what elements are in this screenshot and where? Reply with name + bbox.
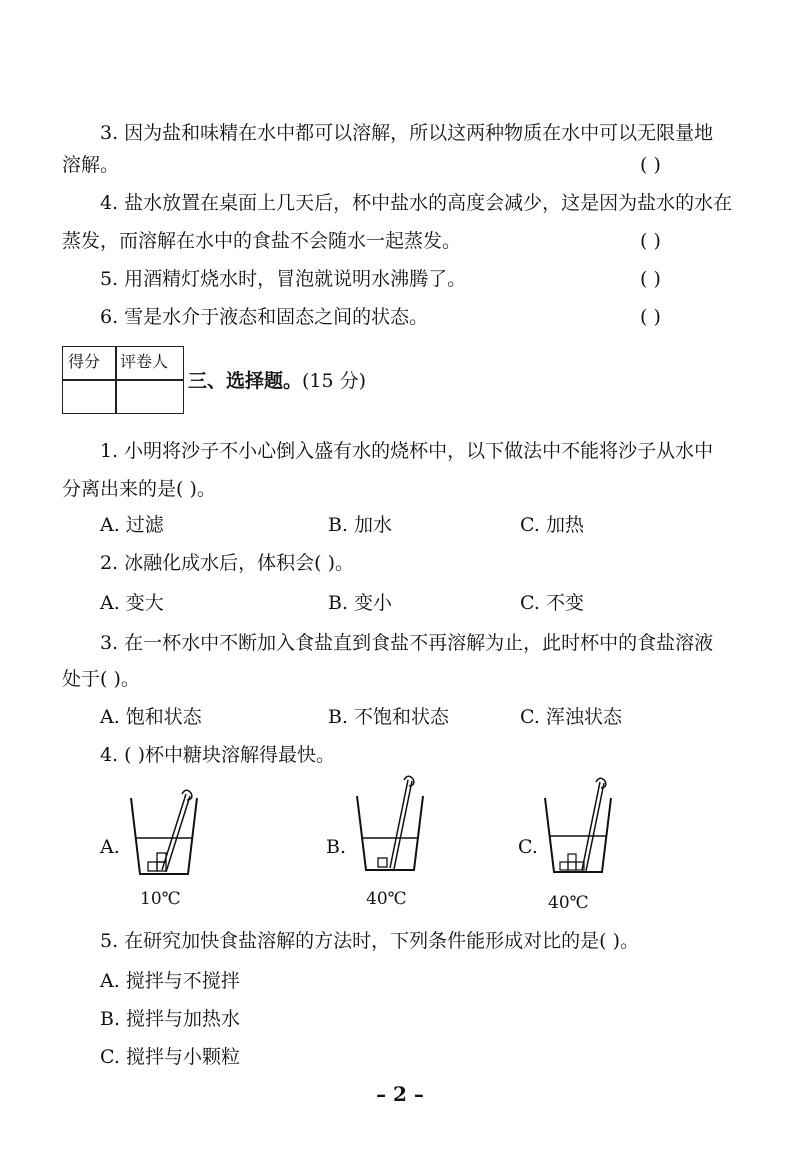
page-number: – 2 – (376, 1082, 424, 1106)
option-c[interactable]: C. 不变 (520, 592, 584, 614)
answer-paren[interactable]: ( ) (640, 268, 661, 290)
choice-q3-line1: 3. 在一杯水中不断加入食盐直到食盐不再溶解为止，此时杯中的食盐溶液 (100, 632, 714, 654)
choice-q2: 2. 冰融化成水后，体积会( )。 (100, 552, 355, 574)
option-b[interactable]: B. 加水 (328, 514, 393, 536)
judge-q3-line1: 3. 因为盐和味精在水中都可以溶解，所以这两种物质在水中可以无限量地 (100, 122, 714, 144)
option-a[interactable]: A. (100, 836, 120, 858)
section-title-text: 三、选择题。 (188, 370, 303, 392)
temperature-label: 10℃ (140, 889, 181, 909)
choice-q5: 5. 在研究加快食盐溶解的方法时，下列条件能形成对比的是( )。 (100, 930, 640, 952)
answer-paren[interactable]: ( ) (640, 230, 661, 252)
score-box (62, 346, 184, 414)
section-points: (15 分) (302, 370, 367, 392)
option-a[interactable]: A. 饱和状态 (100, 706, 202, 728)
temperature-label: 40℃ (548, 893, 589, 913)
option-c[interactable]: C. (518, 836, 538, 858)
judge-q6: 6. 雪是水介于液态和固态之间的状态。 (100, 306, 429, 328)
choice-q1-line1: 1. 小明将沙子不小心倒入盛有水的烧杯中，以下做法中不能将沙子从水中 (100, 440, 714, 462)
choice-q4: 4. ( )杯中糖块溶解得最快。 (100, 744, 336, 766)
option-b[interactable]: B. 搅拌与加热水 (100, 1008, 241, 1030)
option-c[interactable]: C. 浑浊状态 (520, 706, 622, 728)
answer-paren[interactable]: ( ) (640, 306, 661, 328)
score-label: 得分 (68, 352, 101, 371)
option-c[interactable]: C. 搅拌与小颗粒 (100, 1046, 240, 1068)
option-a[interactable]: A. 过滤 (100, 514, 164, 536)
choice-q1-line2: 分离出来的是( )。 (62, 478, 216, 500)
beaker-b-icon (352, 770, 432, 878)
option-b[interactable]: B. (326, 836, 347, 858)
temperature-label: 40℃ (366, 889, 407, 909)
answer-paren[interactable]: ( ) (640, 154, 661, 176)
judge-q3-line2: 溶解。 (62, 154, 120, 176)
grader-label: 评卷人 (120, 352, 169, 371)
judge-q4-line2: 蒸发，而溶解在水中的食盐不会随水一起蒸发。 (62, 230, 462, 252)
option-c[interactable]: C. 加热 (520, 514, 584, 536)
option-b[interactable]: B. 变小 (328, 592, 393, 614)
choice-q3-line2: 处于( )。 (62, 668, 140, 690)
beaker-c-icon (540, 770, 620, 880)
judge-q5: 5. 用酒精灯烧水时，冒泡就说明水沸腾了。 (100, 268, 467, 290)
option-a[interactable]: A. 搅拌与不搅拌 (100, 970, 240, 992)
judge-q4-line1: 4. 盐水放置在桌面上几天后，杯中盐水的高度会减少，这是因为盐水的水在 (100, 192, 733, 214)
option-b[interactable]: B. 不饱和状态 (328, 706, 450, 728)
beaker-a-icon (126, 786, 206, 882)
section-title (188, 368, 366, 394)
option-a[interactable]: A. 变大 (100, 592, 164, 614)
